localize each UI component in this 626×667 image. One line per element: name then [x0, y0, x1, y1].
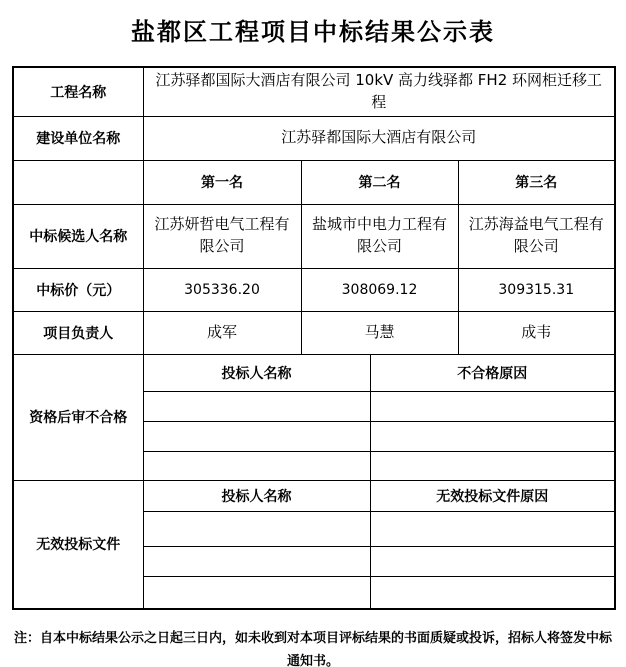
price-1: 305336.20 — [143, 268, 301, 311]
project-name-value: 江苏驿都国际大酒店有限公司 10kV 高力线驿都 FH2 环网柜迁移工程 — [143, 67, 615, 116]
footer-note — [12, 628, 614, 667]
invalid-bidder-header: 投标人名称 — [143, 480, 370, 511]
footer-note-line1: 注：自本中标结果公示之日起三日内，如未收到对本项目评标结果的书面质疑或投诉，招标人将签发中标 — [13, 631, 612, 646]
invalid-empty-bidder-cell — [143, 546, 370, 576]
qualification-empty-bidder-cell — [143, 391, 370, 421]
manager-label: 项目负责人 — [13, 311, 143, 354]
manager-3: 成韦 — [458, 311, 615, 354]
candidate-3: 江苏海益电气工程有限公司 — [458, 204, 615, 268]
rank-first-header: 第一名 — [143, 160, 301, 204]
candidate-2: 盐城市中电力工程有限公司 — [301, 204, 458, 268]
rank-header-spacer — [13, 160, 143, 204]
candidate-1: 江苏妍哲电气工程有限公司 — [143, 204, 301, 268]
qualification-empty-bidder-cell — [143, 451, 370, 480]
bid-result-table — [12, 66, 616, 610]
rank-header-row — [13, 160, 615, 204]
candidates-row — [13, 204, 615, 268]
invalid-empty-reason-cell — [370, 546, 615, 576]
invalid-section-label: 无效投标文件 — [13, 480, 143, 609]
rank-second-header: 第二名 — [301, 160, 458, 204]
qualification-empty-reason-cell — [370, 451, 615, 480]
project-name-label: 工程名称 — [13, 67, 143, 116]
qualification-header-row — [13, 354, 615, 391]
price-row — [13, 268, 615, 311]
qualification-empty-reason-cell — [370, 391, 615, 421]
qualification-bidder-header: 投标人名称 — [143, 354, 370, 391]
invalid-empty-bidder-cell — [143, 511, 370, 546]
owner-value: 江苏驿都国际大酒店有限公司 — [143, 116, 615, 160]
manager-2: 马慧 — [301, 311, 458, 354]
price-2: 308069.12 — [301, 268, 458, 311]
page-title: 盐都区工程项目中标结果公示表 — [131, 18, 495, 46]
qualification-section-label: 资格后审不合格 — [13, 354, 143, 480]
project-name-row — [13, 67, 615, 116]
manager-1: 成军 — [143, 311, 301, 354]
invalid-empty-reason-cell — [370, 576, 615, 609]
qualification-empty-bidder-cell — [143, 421, 370, 451]
owner-row — [13, 116, 615, 160]
price-3: 309315.31 — [458, 268, 615, 311]
qualification-empty-reason-cell — [370, 421, 615, 451]
rank-third-header: 第三名 — [458, 160, 615, 204]
invalid-empty-bidder-cell — [143, 576, 370, 609]
invalid-header-row — [13, 480, 615, 511]
owner-label: 建设单位名称 — [13, 116, 143, 160]
price-label: 中标价（元） — [13, 268, 143, 311]
invalid-empty-reason-cell — [370, 511, 615, 546]
qualification-reason-header: 不合格原因 — [370, 354, 615, 391]
manager-row — [13, 311, 615, 354]
invalid-reason-header: 无效投标文件原因 — [370, 480, 615, 511]
footer-note-line2: 通知书。 — [286, 653, 339, 667]
candidates-label: 中标候选人名称 — [13, 204, 143, 268]
